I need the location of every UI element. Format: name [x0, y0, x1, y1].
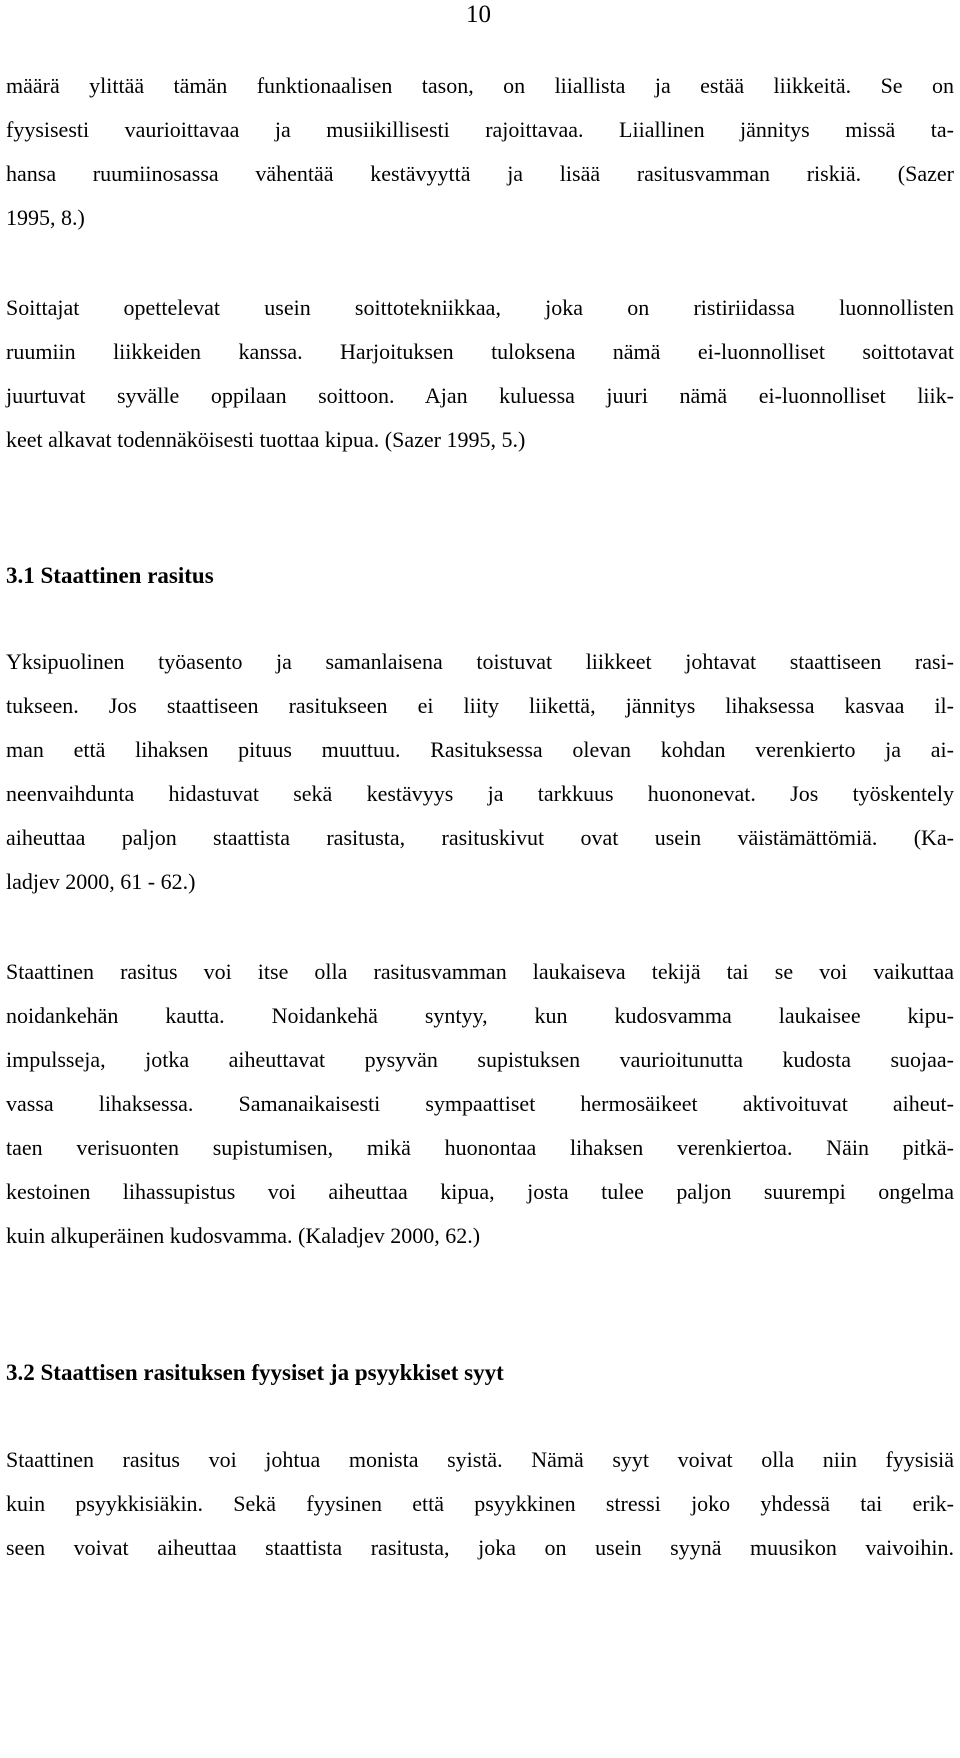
text-line: vassa lihaksessa. Samanaikaisesti sympaattiset hermosäikeet aktivoituvat aiheut-: [6, 1091, 954, 1116]
page-number: 10: [466, 1, 491, 28]
text-line: 1995, 8.): [6, 205, 85, 230]
text-line: Yksipuolinen työasento ja samanlaisena toistuvat liikkeet johtavat staattiseen rasi-: [6, 649, 954, 674]
text-line: aiheuttaa paljon staattista rasitusta, rasituskivut ovat usein väistämättömiä. (Ka-: [6, 825, 954, 850]
text-line: Staattinen rasitus voi itse olla rasitusvamman laukaiseva tekijä tai se voi vaikuttaa: [6, 959, 954, 984]
text-line: seen voivat aiheuttaa staattista rasitusta, joka on usein syynä muusikon vaivoihin.: [6, 1535, 954, 1560]
text-line: ruumiin liikkeiden kanssa. Harjoituksen tuloksena nämä ei-luonnolliset soittotavat: [6, 339, 954, 364]
text-line: hansa ruumiinosassa vähentää kestävyyttä ja lisää rasitusvamman riskiä. (Sazer: [6, 161, 954, 186]
text-line: neenvaihdunta hidastuvat sekä kestävyys ja tarkkuus huononevat. Jos työskentely: [6, 781, 954, 806]
text-line: man että lihaksen pituus muuttuu. Rasituksessa olevan kohdan verenkierto ja ai-: [6, 737, 954, 762]
text-line: impulsseja, jotka aiheuttavat pysyvän supistuksen vaurioitunutta kudosta suojaa-: [6, 1047, 954, 1072]
text-line: ladjev 2000, 61 - 62.): [6, 869, 196, 894]
text-line: tukseen. Jos staattiseen rasitukseen ei liity liikettä, jännitys lihaksessa kasvaa il-: [6, 693, 954, 718]
text-line: taen verisuonten supistumisen, mikä huonontaa lihaksen verenkiertoa. Näin pitkä-: [6, 1135, 954, 1160]
text-line: kuin psyykkisiäkin. Sekä fyysinen että psyykkinen stressi joko yhdessä tai erik-: [6, 1491, 954, 1516]
text-line: fyysisesti vaurioittavaa ja musiikillisesti rajoittavaa. Liiallinen jännitys missä ta-: [6, 117, 954, 142]
text-line: Staattinen rasitus voi johtua monista syistä. Nämä syyt voivat olla niin fyysisiä: [6, 1447, 954, 1472]
text-line: noidankehän kautta. Noidankehä syntyy, kun kudosvamma laukaisee kipu-: [6, 1003, 954, 1028]
section-heading: 3.2 Staattisen rasituksen fyysiset ja psyykkiset syyt: [6, 1360, 504, 1385]
text-line: Soittajat opettelevat usein soittotekniikkaa, joka on ristiriidassa luonnollisten: [6, 295, 954, 320]
text-line: keet alkavat todennäköisesti tuottaa kipua. (Sazer 1995, 5.): [6, 427, 526, 452]
text-line: määrä ylittää tämän funktionaalisen tason, on liiallista ja estää liikkeitä. Se on: [6, 73, 954, 98]
text-line: juurtuvat syvälle oppilaan soittoon. Ajan kuluessa juuri nämä ei-luonnolliset liik-: [6, 383, 954, 408]
section-heading: 3.1 Staattinen rasitus: [6, 563, 214, 588]
text-line: kestoinen lihassupistus voi aiheuttaa kipua, josta tulee paljon suurempi ongelma: [6, 1179, 954, 1204]
text-line: kuin alkuperäinen kudosvamma. (Kaladjev 2000, 62.): [6, 1223, 481, 1248]
